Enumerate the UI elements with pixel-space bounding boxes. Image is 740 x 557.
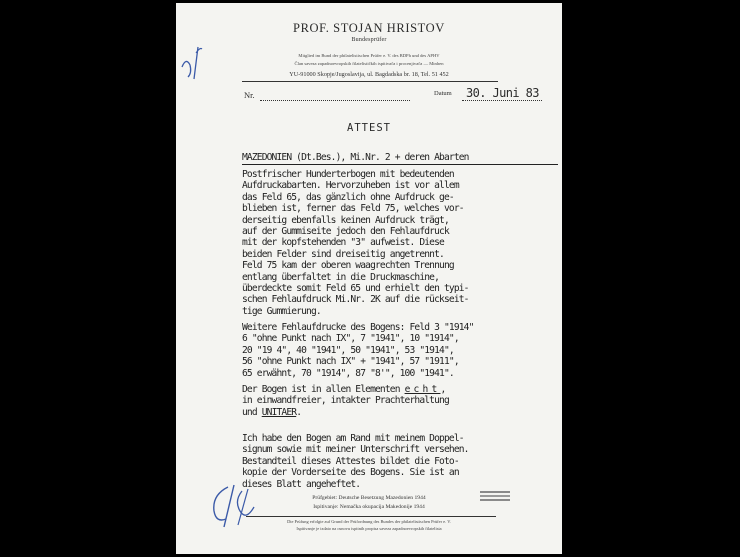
paragraph-1-line: Postfrischer Hunderterbogen mit bedeutenden — [242, 169, 454, 180]
membership-yugoslav: Član saveza zapadnoevropskih filatelističkih ispitivača i procenjivača — Minhen — [294, 61, 444, 66]
paragraph-3-line — [242, 407, 301, 418]
genuine-word: echt — [404, 384, 441, 395]
paragraph-4-line: signum sowie mit meiner Unterschrift versehen. — [242, 444, 469, 456]
date-line — [462, 100, 542, 101]
paragraph-4-line: dieses Blatt angeheftet. — [242, 478, 361, 490]
document-heading: ATTEST — [347, 122, 391, 134]
paragraph-1-line: tige Gummierung. — [242, 305, 321, 317]
paragraph-2-line: 65 erwähnt, 70 "1914", 87 "8'", 100 "1941". — [242, 367, 454, 379]
attest-document — [176, 3, 562, 554]
period-text: . — [296, 406, 302, 418]
paragraph-1-line: Feld 75 kam der oberen waagrechten Trennung — [242, 260, 454, 272]
paragraph-1-line: blieben ist, ferner das Feld 75, welches vor- — [242, 203, 464, 215]
date-value: 30. Juni 83 — [466, 86, 539, 100]
paragraph-2-line: Weitere Fehlaufdrucke des Bogens: Feld 3 "1914" — [242, 322, 474, 333]
paragraph-4-line: Bestandteil dieses Attestes bildet die Foto- — [242, 455, 459, 467]
paragraph-4-line: Ich habe den Bogen am Rand mit meinem Doppel- — [242, 433, 464, 444]
paragraph-1-line: beiden Felder sind dreiseitig angetrennt. — [242, 248, 444, 260]
number-line — [260, 100, 410, 101]
examination-area-german: Prüfgebiet: Deutsche Besetzung Mazedonien 1944 — [312, 495, 426, 501]
paragraph-1-line: derseitig ebenfalls keinen Aufdruck trägt, — [242, 214, 449, 226]
footer-divider — [246, 516, 496, 517]
paragraph-2-line: 6 "ohne Punkt nach IX", 7 "1941", 10 "1914", — [242, 333, 459, 345]
subject-underline — [242, 164, 558, 165]
and-text: und — [242, 406, 262, 418]
paragraph-3-line — [242, 384, 445, 395]
paragraph-2-line: 20 "19 4", 40 "1941", 50 "1941", 53 "1914", — [242, 344, 454, 356]
expert-title: Bundesprüfer — [351, 37, 387, 43]
paragraph-1-line: auf der Gummiseite jedoch den Fehlaufdruck — [242, 226, 449, 237]
paragraph-1-line: das Feld 65, das gänzlich ohne Aufdruck ge- — [242, 191, 454, 203]
number-label: Nr. — [244, 90, 255, 100]
paragraph-2-line: 56 "ohne Punkt nach IX" + "1941", 57 "1911", — [242, 356, 459, 368]
expert-address: YU-91000 Skopje/Jugoslavija, ul. Bagdadska br. 18, Tel. 51 452 — [289, 71, 449, 78]
paragraph-1-line: überdeckte somit Feld 65 und erhielt den typi- — [242, 283, 469, 294]
paragraph-3-line: in einwandfreier, intakter Prachterhaltung — [242, 395, 449, 407]
paragraph-4-line: kopie der Vorderseite des Bogens. Sie ist an — [242, 467, 459, 479]
subject-line: MAZEDONIEN (Dt.Bes.), Mi.Nr. 2 + deren Abarten — [242, 152, 469, 163]
examination-area-yugoslav: Ispitivanje: Nemačka okupacija Makedonije 1944 — [313, 504, 425, 510]
date-label: Datum — [434, 90, 452, 97]
unitaer-word: UNITAER — [261, 406, 297, 418]
paragraph-1-line: mit der kopfstehenden "3" aufweist. Diese — [242, 237, 444, 249]
genuine-statement-text: Der Bogen ist in allen Elementen — [242, 384, 405, 395]
paragraph-1-line: Aufdruckabarten. Hervorzuheben ist vor allem — [242, 180, 459, 192]
membership-german: Mitglied im Bund der philatelistischen Prüfer e. V. des BDPh und des APHV — [298, 53, 440, 58]
comma-text: , — [440, 384, 446, 395]
handwritten-mark-icon — [176, 39, 216, 83]
expert-name: PROF. STOJAN HRISTOV — [293, 21, 445, 35]
footer-note-yugoslav: Ispitivanje je izdato na osnovu ispitnih propisa saveza zapadnoevropskih filatelista — [296, 526, 442, 531]
paragraph-1-line: entlang überfaltet in die Druckmaschine, — [242, 271, 440, 283]
footer-note-german: Die Prüfung erfolgte auf Grund der Prüfordnung des Bundes der philatelistischen Prüfer e. V. — [287, 519, 451, 524]
paragraph-1-line: schen Fehlaufdruck Mi.Nr. 2K auf die rückseit- — [242, 294, 469, 306]
letterhead-divider — [242, 81, 498, 82]
